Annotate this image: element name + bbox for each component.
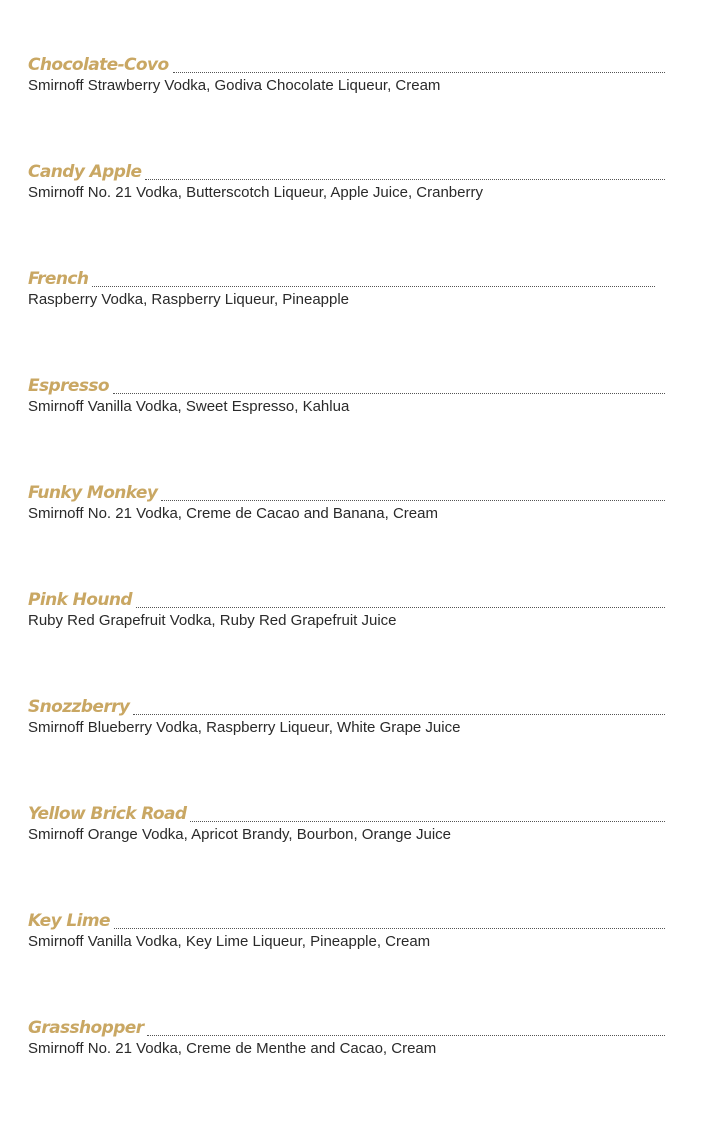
menu-item-chocolate-covo [28,52,665,159]
menu-item-description: Smirnoff Strawberry Vodka, Godiva Chocolate Liqueur, Cream [28,77,441,94]
dotted-leader [136,606,665,608]
dotted-leader [145,178,665,180]
menu-item-snozzberry [28,694,665,801]
menu-item-name: Key Lime [28,911,110,931]
menu-item-description: Smirnoff No. 21 Vodka, Creme de Cacao and Banana, Cream [28,505,438,522]
dotted-leader [161,499,665,501]
menu-item-name: Candy Apple [28,162,142,182]
menu-item-name: Snozzberry [28,697,130,717]
menu-item-header [28,801,665,827]
menu-item-yellow-brick-road [28,801,665,908]
menu-item-name: Espresso [28,376,109,396]
menu-item-name: Funky Monkey [28,483,158,503]
menu-item-header [28,266,665,292]
menu-item-grasshopper [28,1015,665,1122]
menu-item-funky-monkey [28,480,665,587]
menu-item-description: Smirnoff Blueberry Vodka, Raspberry Liqueur, White Grape Juice [28,719,461,736]
menu-item-header [28,908,665,934]
menu-item-candy-apple [28,159,665,266]
menu-item-french [28,266,665,373]
menu-item-description: Smirnoff No. 21 Vodka, Butterscotch Liqueur, Apple Juice, Cranberry [28,184,483,201]
menu-item-name: Pink Hound [28,590,132,610]
dotted-leader [114,927,665,929]
menu-item-espresso [28,373,665,480]
dotted-leader [133,713,665,715]
dotted-leader [92,285,655,287]
menu-item-header [28,1015,665,1041]
menu-item-key-lime [28,908,665,1015]
menu-item-description: Raspberry Vodka, Raspberry Liqueur, Pineapple [28,291,350,308]
menu-item-description: Smirnoff Vanilla Vodka, Sweet Espresso, Kahlua [28,398,350,415]
menu-item-name: Yellow Brick Road [28,804,187,824]
menu-item-header [28,587,665,613]
menu-item-pink-hound [28,587,665,694]
menu-item-header [28,373,665,399]
menu-item-description: Smirnoff No. 21 Vodka, Creme de Menthe and Cacao, Cream [28,1040,437,1057]
menu-item-header [28,694,665,720]
menu-item-name: French [28,269,89,289]
menu-item-header [28,480,665,506]
menu-item-header [28,159,665,185]
menu-item-name: Grasshopper [28,1018,144,1038]
dotted-leader [190,820,665,822]
dotted-leader [173,71,665,73]
menu-item-description: Smirnoff Orange Vodka, Apricot Brandy, Bourbon, Orange Juice [28,826,452,843]
menu-item-header [28,52,665,78]
menu-item-description: Ruby Red Grapefruit Vodka, Ruby Red Grapefruit Juice [28,612,397,629]
menu-item-name: Chocolate-Covo [28,55,169,75]
dotted-leader [113,392,665,394]
dotted-leader [147,1034,665,1036]
menu-item-description: Smirnoff Vanilla Vodka, Key Lime Liqueur, Pineapple, Cream [28,933,431,950]
cocktail-menu [28,52,665,1122]
